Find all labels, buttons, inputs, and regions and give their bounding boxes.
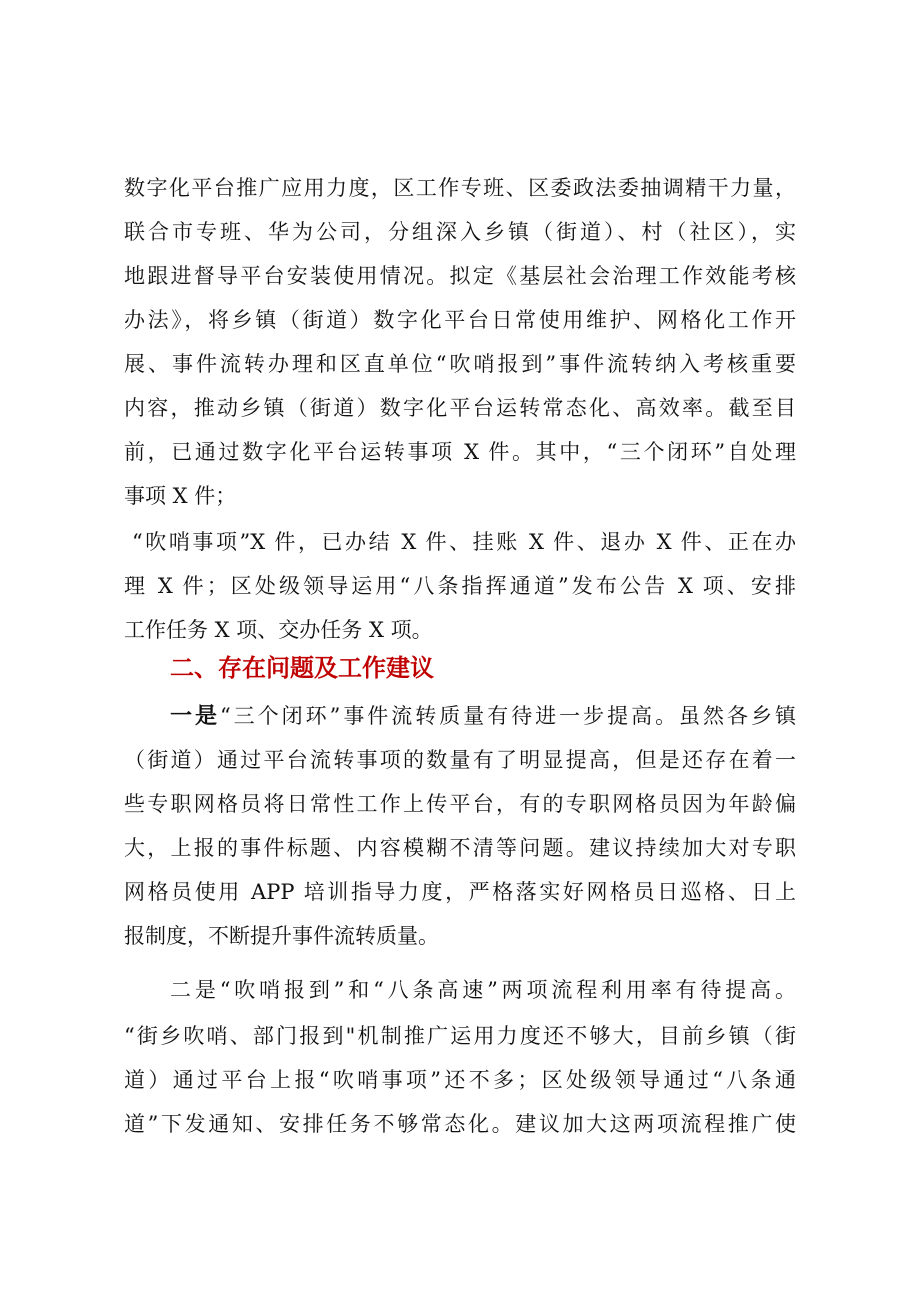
paragraph3-line-4: 大，上报的事件标题、内容模糊不清等问题。建议持续加大对专职 bbox=[124, 836, 796, 860]
paragraph1-line-1: 数字化平台推广应用力度，区工作专班、区委政法委抽调精干力量， bbox=[124, 176, 796, 200]
paragraph1-line-7: 前，已通过数字化平台运转事项 X 件。其中，“三个闭环”自处理 bbox=[124, 440, 796, 464]
paragraph2-line-1: “吹哨事项”X 件，已办结 X 件、挂账 X 件、退办 X 件、正在办 bbox=[132, 530, 796, 554]
paragraph3-line-5: 网格员使用 APP 培训指导力度，严格落实好网格员日巡格、日上 bbox=[124, 880, 796, 904]
paragraph3-line-3: 些专职网格员将日常性工作上传平台，有的专职网格员因为年龄偏 bbox=[124, 792, 796, 816]
paragraph3-lead: 一是 bbox=[170, 704, 220, 729]
paragraph3-line-1 bbox=[170, 696, 796, 736]
section-heading: 二、存在问题及工作建议 bbox=[170, 654, 434, 682]
paragraph4-line-1: 二是“吹哨报到”和“八条高速”两项流程利用率有待提高。 bbox=[170, 978, 796, 1002]
paragraph4-line-4: 道”下发通知、安排任务不够常态化。建议加大这两项流程推广使 bbox=[124, 1112, 796, 1136]
paragraph2-line-2: 理 X 件；区处级领导运用“八条指挥通道”发布公告 X 项、安排 bbox=[124, 574, 796, 598]
paragraph1-line-5: 展、事件流转办理和区直单位“吹哨报到”事件流转纳入考核重要 bbox=[124, 352, 796, 376]
paragraph4-line-3: 道）通过平台上报“吹哨事项”还不多；区处级领导通过“八条通 bbox=[124, 1068, 796, 1092]
paragraph1-line-2: 联合市专班、华为公司，分组深入乡镇（街道）、村（社区），实 bbox=[124, 220, 796, 244]
paragraph1-line-4: 办法》，将乡镇（街道）数字化平台日常使用维护、网格化工作开 bbox=[124, 308, 796, 332]
paragraph3-first-rest: “三个闭环”事件流转质量有待进一步提高。虽然各乡镇 bbox=[219, 704, 796, 728]
paragraph3-line-6: 报制度，不断提升事件流转质量。 bbox=[124, 924, 439, 948]
paragraph1-line-8: 事项 X 件； bbox=[124, 484, 237, 508]
paragraph1-line-3: 地跟进督导平台安装使用情况。拟定《基层社会治理工作效能考核 bbox=[124, 264, 796, 288]
paragraph1-line-6: 内容，推动乡镇（街道）数字化平台运转常态化、高效率。截至目 bbox=[124, 396, 796, 420]
paragraph2-line-3: 工作任务 X 项、交办任务 X 项。 bbox=[124, 618, 433, 642]
paragraph3-line-2: （街道）通过平台流转事项的数量有了明显提高，但是还存在着一 bbox=[124, 748, 796, 772]
paragraph4-line-2: “街乡吹哨、部门报到"机制推广运用力度还不够大，目前乡镇（街 bbox=[124, 1024, 796, 1048]
